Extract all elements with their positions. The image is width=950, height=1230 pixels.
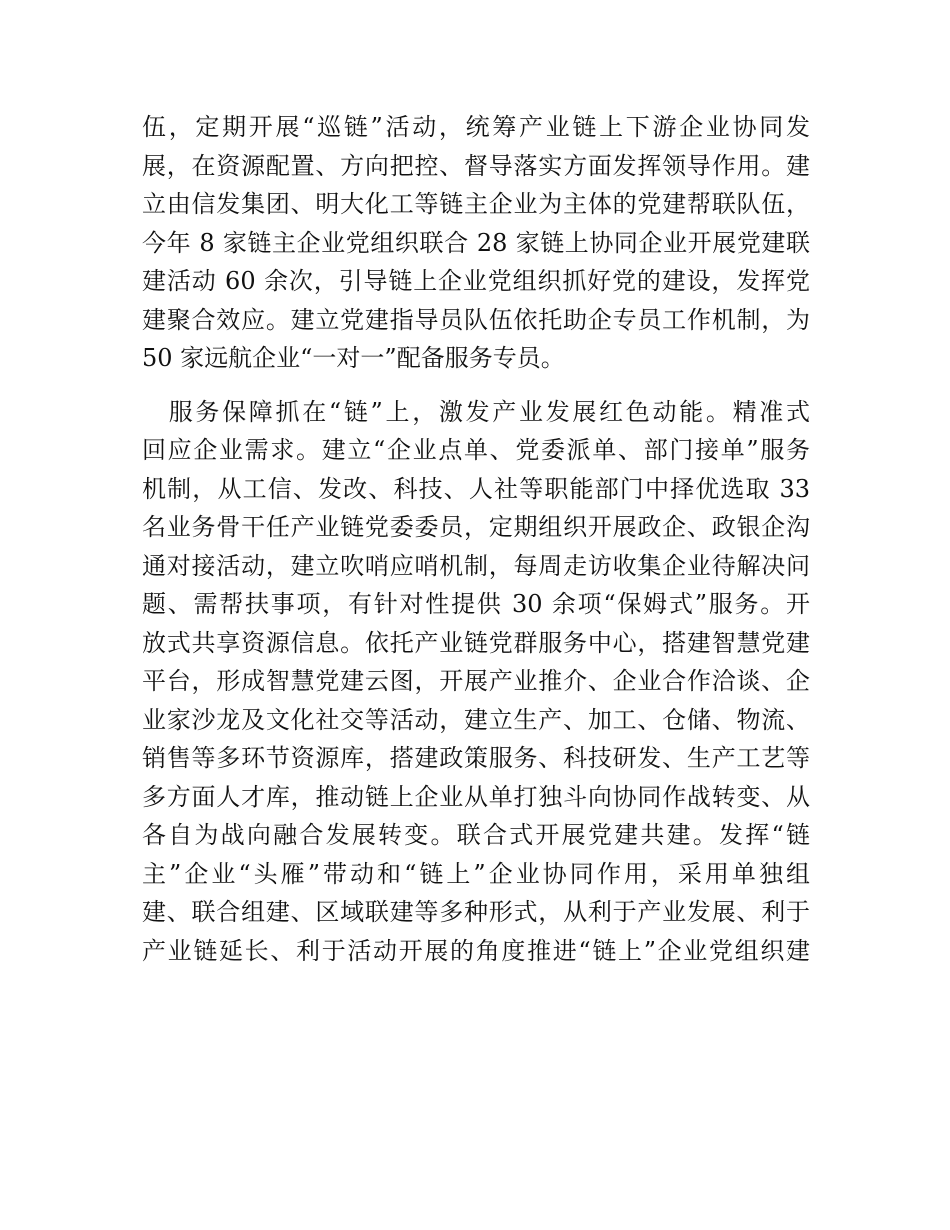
paragraph-line: 50 家远航企业“一对一”配备服务专员。 <box>142 344 565 372</box>
paragraph-line: 建聚合效应。建立党建指导员队伍依托助企专员工作机制，为 <box>142 305 810 334</box>
paragraph-2 <box>142 393 810 971</box>
paragraph-line: 放式共享资源信息。依托产业链党群服务中心，搭建智慧党建 <box>142 628 810 657</box>
paragraph-spacer <box>142 378 810 393</box>
paragraph-line: 服务保障抓在“链”上，激发产业发展红色动能。精准式 <box>142 397 810 426</box>
paragraph-line: 主”企业“头雁”带动和“链上”企业协同作用，采用单独组 <box>142 859 810 888</box>
paragraph-line: 展，在资源配置、方向把控、督导落实方面发挥领导作用。建 <box>142 151 810 180</box>
paragraph-line: 伍，定期开展“巡链”活动，统筹产业链上下游企业协同发 <box>142 113 810 141</box>
paragraph-line: 多方面人才库，推动链上企业从单打独斗向协同作战转变、从 <box>142 782 810 811</box>
paragraph-line: 回应企业需求。建立“企业点单、党委派单、部门接单”服务 <box>142 436 810 464</box>
paragraph-1 <box>142 108 810 378</box>
paragraph-line: 各自为战向融合发展转变。联合式开展党建共建。发挥“链 <box>142 821 810 849</box>
paragraph-line: 名业务骨干任产业链党委委员，定期组织开展政企、政银企沟 <box>142 513 810 541</box>
paragraph-line: 产业链延长、利于活动开展的角度推进“链上”企业党组织建 <box>142 936 810 965</box>
paragraph-line: 平台，形成智慧党建云图，开展产业推介、企业合作洽谈、企 <box>142 667 810 695</box>
paragraph-line: 通对接活动，建立吹哨应哨机制，每周走访收集企业待解决问 <box>142 551 810 580</box>
paragraph-line: 今年 8 家链主企业党组织联合 28 家链上协同企业开展党建联 <box>142 228 810 257</box>
paragraph-line: 业家沙龙及文化社交等活动，建立生产、加工、仓储、物流、 <box>142 705 810 734</box>
document-body <box>142 108 810 970</box>
paragraph-line: 题、需帮扶事项，有针对性提供 30 余项“保姆式”服务。开 <box>142 590 810 618</box>
paragraph-line: 建活动 60 余次，引导链上企业党组织抓好党的建设，发挥党 <box>142 267 810 295</box>
paragraph-line: 机制，从工信、发改、科技、人社等职能部门中择优选取 33 <box>142 474 810 503</box>
paragraph-line: 建、联合组建、区域联建等多种形式，从利于产业发展、利于 <box>142 898 810 926</box>
paragraph-line: 立由信发集团、明大化工等链主企业为主体的党建帮联队伍， <box>142 190 810 218</box>
paragraph-line: 销售等多环节资源库，搭建政策服务、科技研发、生产工艺等 <box>142 744 810 772</box>
